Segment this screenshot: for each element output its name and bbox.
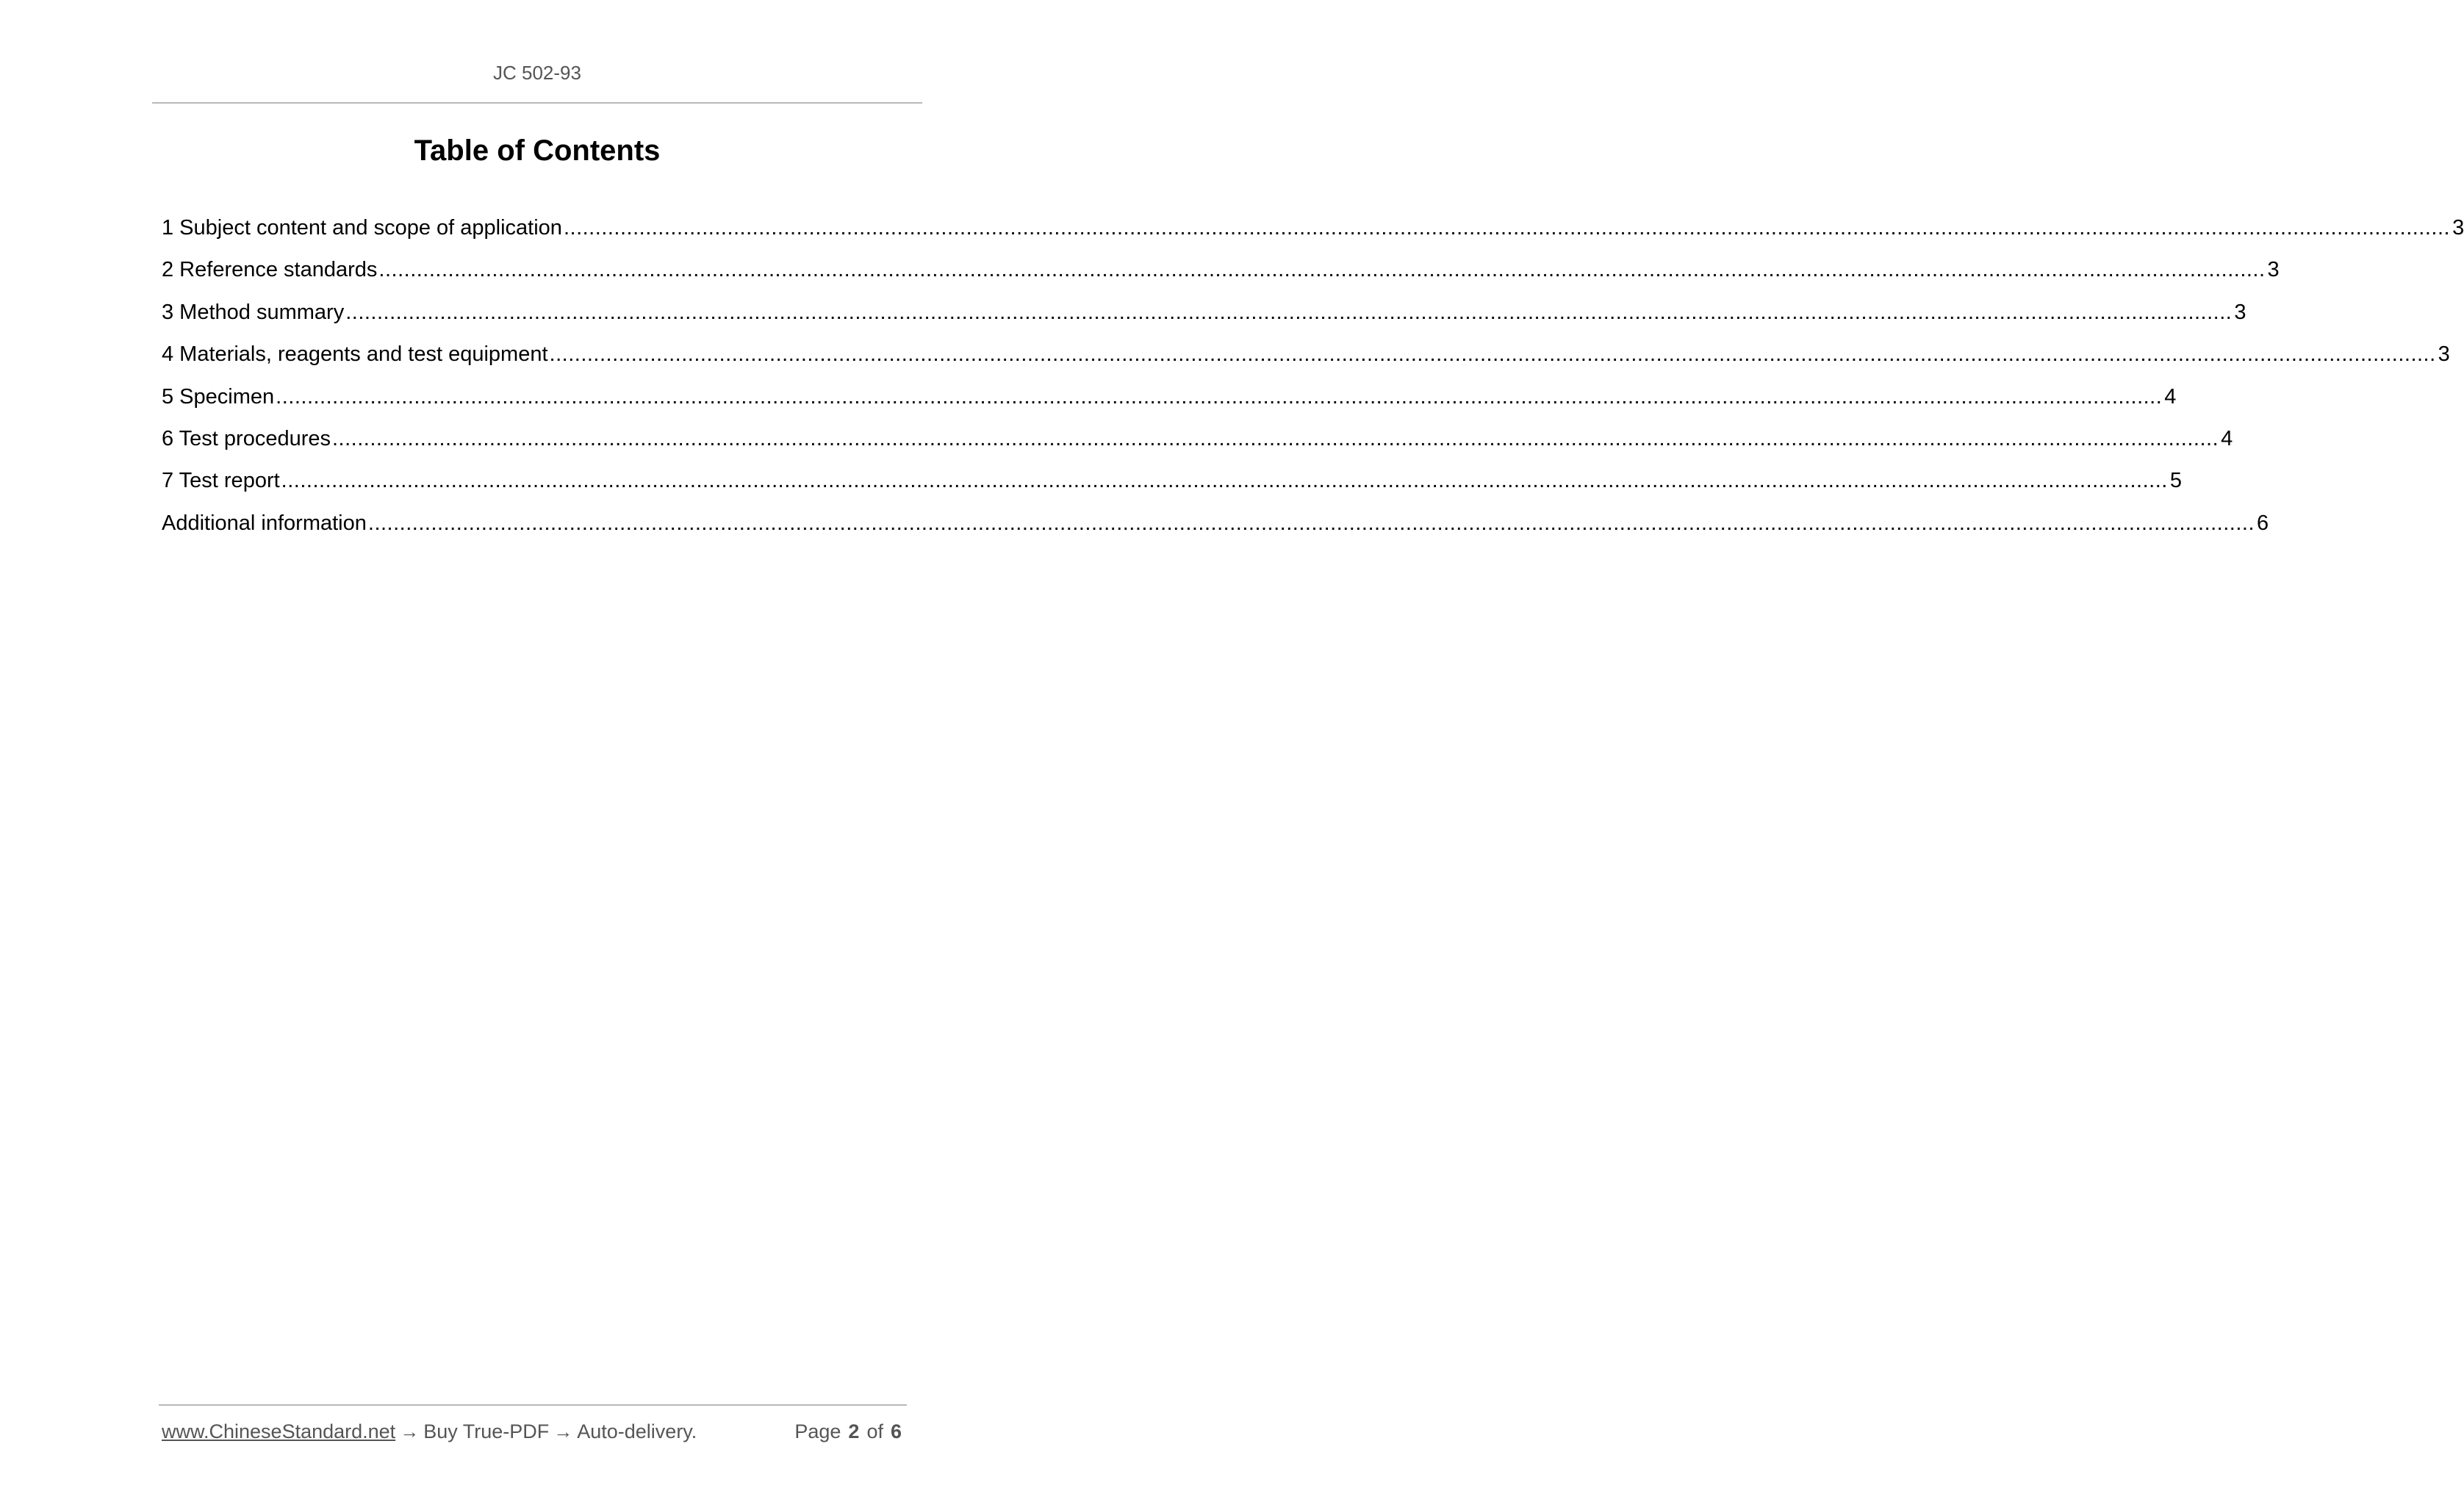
toc-title: Table of Contents (414, 134, 661, 167)
header-divider (152, 102, 922, 104)
toc-entry[interactable] (162, 300, 2246, 342)
toc-dot-leader: ............................................................................................................................................................................................................................................................................................................ (332, 426, 2219, 450)
toc-dot-leader: ............................................................................................................................................................................................................................................................................................................ (276, 384, 2163, 409)
toc-list (162, 216, 2464, 553)
toc-entry-label: 3 Method summary (162, 300, 345, 324)
toc-entry-page: 5 (2169, 469, 2182, 493)
toc-entry-label: 6 Test procedures (162, 426, 331, 450)
toc-entry[interactable] (162, 511, 2269, 553)
toc-dot-leader: ............................................................................................................................................................................................................................................................................................................ (281, 469, 2168, 493)
toc-dot-leader: ............................................................................................................................................................................................................................................................................................................ (378, 258, 2266, 282)
toc-dot-leader: ............................................................................................................................................................................................................................................................................................................ (563, 216, 2451, 240)
page-word: Page (794, 1420, 841, 1442)
footer-promo (162, 1420, 697, 1443)
right-arrow-icon: → (400, 1420, 420, 1442)
toc-entry[interactable] (162, 426, 2233, 469)
toc-dot-leader: ............................................................................................................................................................................................................................................................................................................ (367, 511, 2255, 535)
toc-entry-label: 2 Reference standards (162, 258, 378, 282)
page-number (794, 1420, 902, 1443)
footer-divider (159, 1404, 907, 1406)
toc-entry[interactable] (162, 469, 2182, 511)
toc-entry[interactable] (162, 342, 2450, 384)
page-total: 6 (890, 1420, 902, 1442)
of-word: of (866, 1420, 883, 1442)
toc-entry-label: 4 Materials, reagents and test equipment (162, 342, 548, 367)
toc-entry[interactable] (162, 258, 2280, 300)
toc-dot-leader: ............................................................................................................................................................................................................................................................................................................ (549, 342, 2436, 367)
toc-entry[interactable] (162, 216, 2464, 258)
toc-entry-label: 5 Specimen (162, 384, 275, 409)
page-current: 2 (848, 1420, 860, 1442)
footer-step-buy: Buy True-PDF (423, 1420, 550, 1442)
toc-entry-page: 3 (2438, 342, 2450, 367)
footer-step-delivery: Auto-delivery. (577, 1420, 697, 1442)
toc-entry-label: 7 Test report (162, 469, 280, 493)
toc-entry-page: 4 (2164, 384, 2177, 409)
toc-entry[interactable] (162, 384, 2177, 427)
toc-entry-page: 3 (2452, 216, 2464, 240)
toc-dot-leader: ............................................................................................................................................................................................................................................................................................................ (345, 300, 2233, 324)
site-link[interactable]: www.ChineseStandard.net (162, 1420, 396, 1442)
right-arrow-icon: → (553, 1420, 573, 1442)
toc-entry-page: 4 (2221, 426, 2233, 450)
toc-entry-page: 3 (2267, 258, 2280, 282)
toc-entry-page: 6 (2257, 511, 2269, 535)
toc-entry-page: 3 (2234, 300, 2246, 324)
page-header-doc-code: JC 502-93 (493, 62, 581, 84)
toc-entry-label: 1 Subject content and scope of application (162, 216, 562, 240)
toc-entry-label: Additional information (162, 511, 367, 535)
